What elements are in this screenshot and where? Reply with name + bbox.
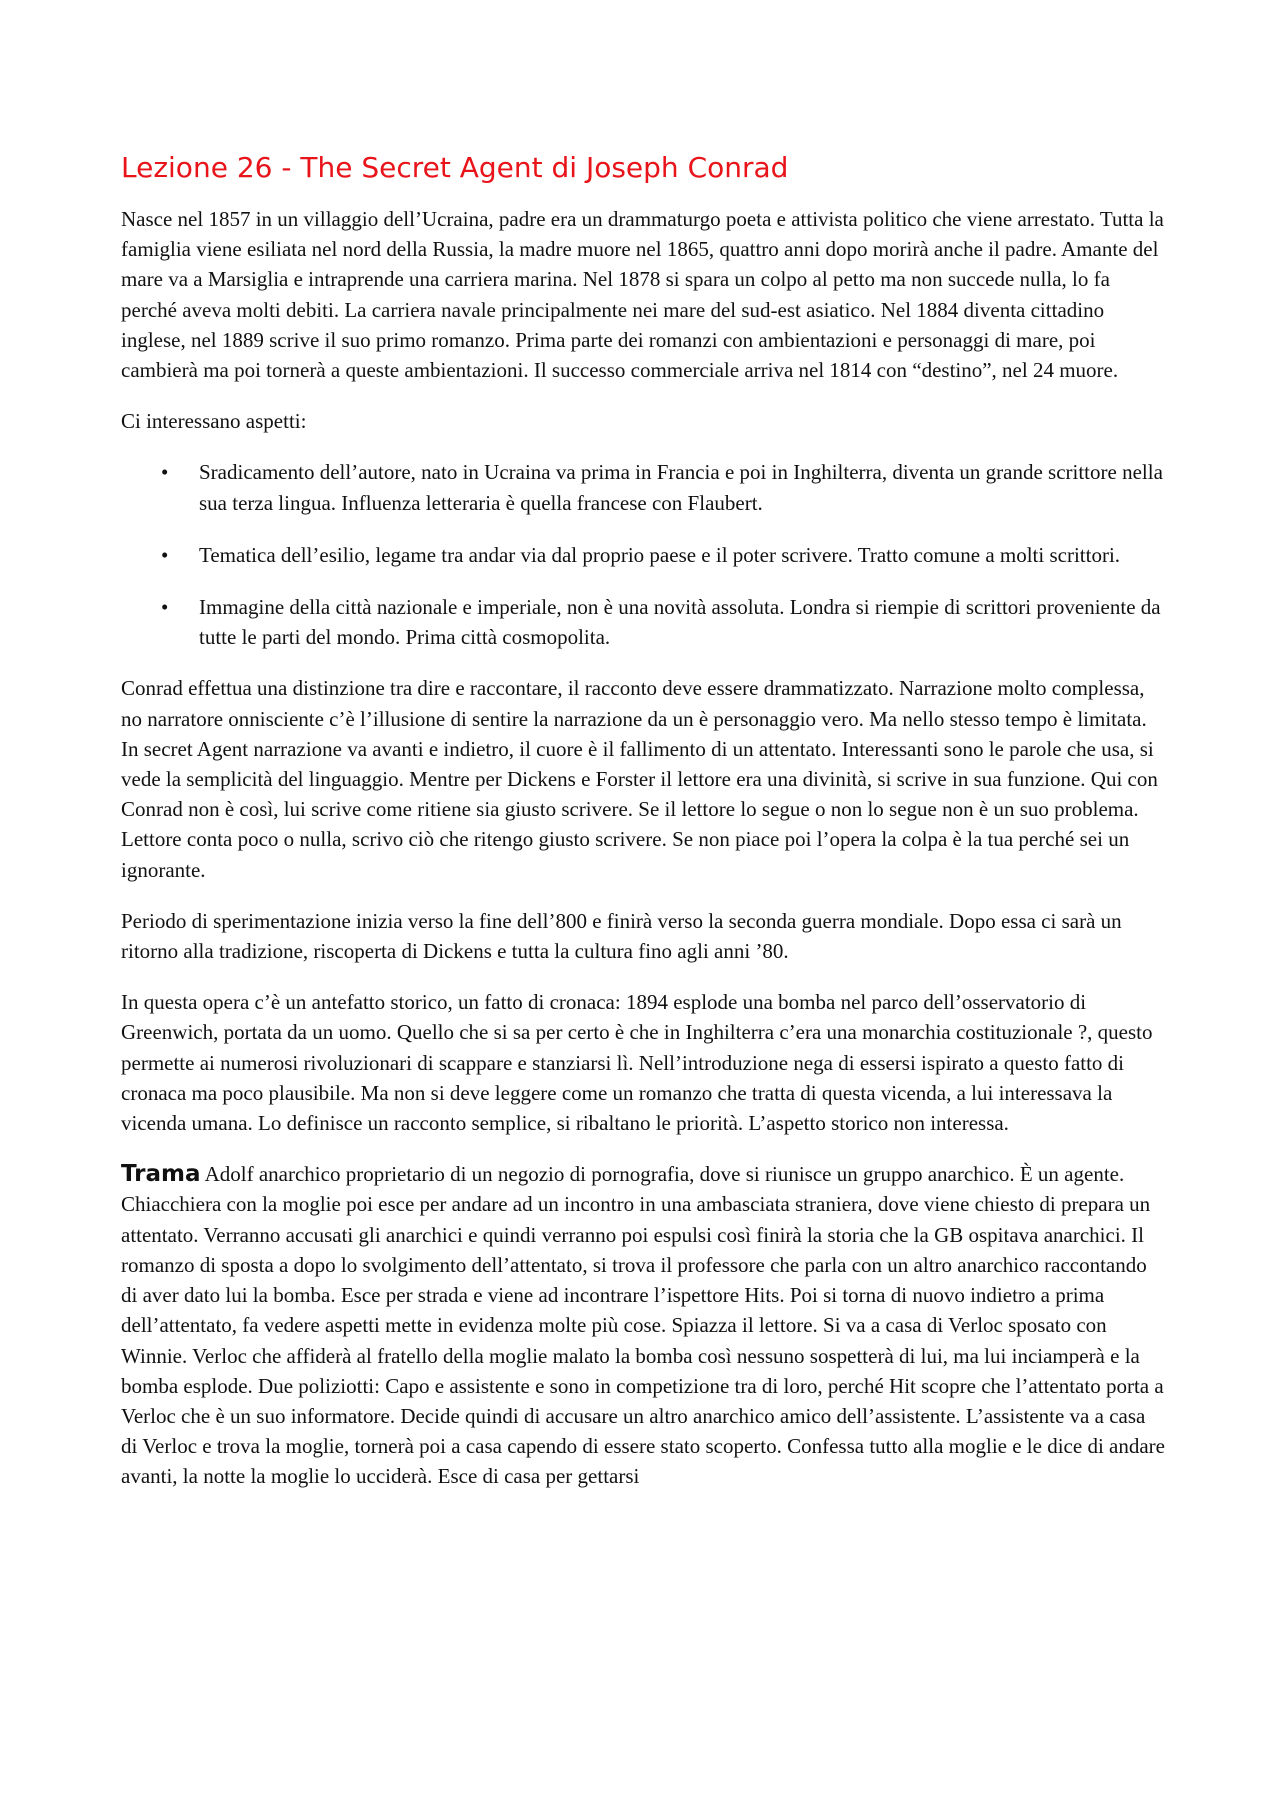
list-item <box>121 457 1166 517</box>
aspects-list <box>121 457 1166 652</box>
bullet-icon: • <box>161 595 169 620</box>
list-item-text: Immagine della città nazionale e imperiale, non è una novità assoluta. Londra si riempie di scrittori proveniente da tutte le parti del mondo. Prima città cosmopolita. <box>199 595 1161 650</box>
list-item <box>121 540 1166 570</box>
page-title: Lezione 26 - The Secret Agent di Joseph Conrad <box>121 151 789 184</box>
list-item-text: Tematica dell’esilio, legame tra andar via dal proprio paese e il poter scrivere. Tratto comune a molti scrittori. <box>199 542 1121 567</box>
list-item-text: Sradicamento dell’autore, nato in Ucraina va prima in Francia e poi in Inghilterra, diventa un grande scrittore nella sua terza lingua. Influenza letteraria è quella francese con Flaubert. <box>199 460 1163 515</box>
paragraph-biography: Nasce nel 1857 in un villaggio dell’Ucraina, padre era un drammaturgo poeta e attivista politico che viene arrestato. Tutta la famiglia viene esiliata nel nord della Russia, la madre muore nel 1865, quattro anni dopo morirà anche il padre. Amante del mare va a Marsiglia e intraprende una carriera marina. Nel 1878 si spara un colpo al petto ma non succede nulla, lo fa perché aveva molti debiti. La carriera navale principalmente nei mare del sud-est asiatico. Nel 1884 diventa cittadino inglese, nel 1889 scrive il suo primo romanzo. Prima parte dei romanzi con ambientazioni e personaggi di mare, poi cambierà ma poi tornerà a queste ambientazioni. Il successo commerciale arriva nel 1814 con “destino”, nel 24 muore. <box>121 207 1164 383</box>
plot-heading: Trama <box>121 1161 201 1188</box>
list-item <box>121 592 1166 652</box>
bullet-icon: • <box>161 460 169 485</box>
plot-text: Adolf anarchico proprietario di un negozio di pornografia, dove si riunisce un gruppo anarchico. È un agente. Chiacchiera con la moglie poi esce per andare ad un incontro in una ambasciata straniera, dove viene chiesto di prepara un attentato. Verranno accusati gli anarchici e quindi verranno poi espulsi così finirà la storia che la GB ospitava anarchici. Il romanzo di sposta a dopo lo svolgimento dell’attentato, si trova il professore che parla con un altro anarchico raccontando di aver dato lui la bomba. Esce per strada e viene ad incontrare l’ispettore Hits. Poi si torna di nuovo indietro a prima dell’attentato, fa vedere aspetti mette in evidenza molte più cose. Spiazza il lettore. Si va a casa di Verloc sposato con Winnie. Verloc che affiderà al fratello della moglie malato la bomba così nessuno sospetterà di lui, ma lui inciamperà e la bomba esplode. Due poliziotti: Capo e assistente e sono in competizione tra di loro, perché Hit scopre che l’attentato porta a Verloc che è un suo informatore. Decide quindi di accusare un altro anarchico amico dell’assistente. L’assistente va a casa di Verloc e trova la moglie, tornerà poi a casa capendo di essere stato scoperto. Confessa tutto alla moglie e le dice di andare avanti, la notte la moglie lo ucciderà. Esce di casa per gettarsi <box>121 1162 1165 1489</box>
paragraph-antefact: In questa opera c’è un antefatto storico, un fatto di cronaca: 1894 esplode una bomba nel parco dell’osservatorio di Greenwich, portata da un uomo. Quello che si sa per certo è che in Inghilterra c’era una monarchia costituzionale ?, questo permette ai numerosi rivoluzionari di scappare e stanziarsi lì. Nell’introduzione nega di essersi ispirato a questo fatto di cronaca ma poco plausibile. Ma non si deve leggere come un romanzo che tratta di questa vicenda, a lui interessava la vicenda umana. Lo definisce un racconto semplice, si ribaltano le priorità. L’aspetto storico non interessa. <box>121 990 1153 1136</box>
document-body <box>121 148 1166 1513</box>
paragraph-narration: Conrad effettua una distinzione tra dire e raccontare, il racconto deve essere drammatizzato. Narrazione molto complessa, no narratore onnisciente c’è l’illusione di sentire la narrazione da un è personaggio vero. Ma nello stesso tempo è limitata. In secret Agent narrazione va avanti e indietro, il cuore è il fallimento di un attentato. Interessanti sono le parole che usa, si vede la semplicità del linguaggio. Mentre per Dickens e Forster il lettore era una divinità, si scrive in sua funzione. Qui con Conrad non è così, lui scrive come ritiene sia giusto scrivere. Se il lettore lo segue o non lo segue non è un suo problema. Lettore conta poco o nulla, scrivo ciò che ritengo giusto scrivere. Se non piace poi l’opera la colpa è la tua perché sei un ignorante. <box>121 676 1158 882</box>
paragraph-period: Periodo di sperimentazione inizia verso la fine dell’800 e finirà verso la seconda guerra mondiale. Dopo essa ci sarà un ritorno alla tradizione, riscoperta di Dickens e tutta la cultura fino agli anni ’80. <box>121 908 1122 964</box>
paragraph-list-intro: Ci interessano aspetti: <box>121 409 307 434</box>
bullet-icon: • <box>161 542 169 567</box>
paragraph-plot <box>121 1159 1166 1491</box>
